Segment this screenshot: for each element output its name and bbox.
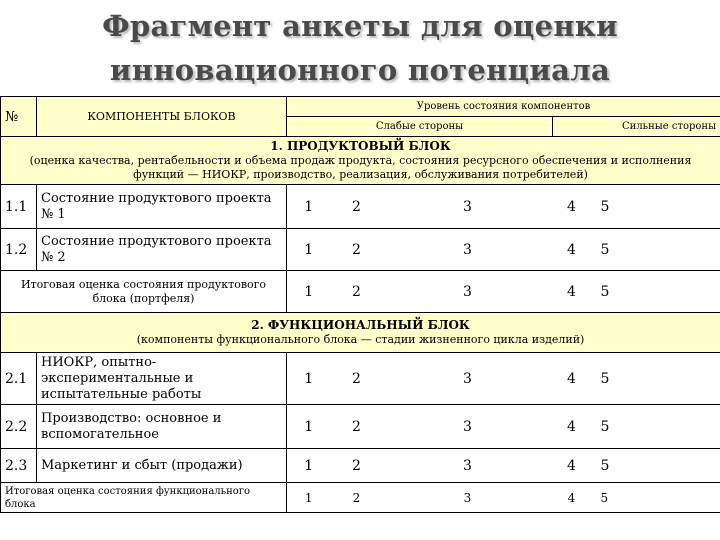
score-5: 5	[591, 449, 720, 483]
score-1: 1	[287, 483, 331, 513]
section-2-title: 2. ФУНКЦИОНАЛЬНЫЙ БЛОК	[251, 318, 470, 332]
section-2-subtitle: (компоненты функционального блока — стадии жизненного цикла изделий)	[136, 333, 585, 346]
score-3: 3	[383, 449, 553, 483]
header-weak: Слабые стороны	[287, 117, 553, 137]
score-4: 4	[553, 353, 591, 405]
score-1: 1	[287, 185, 331, 229]
row-name: Состояние продуктового проекта № 2	[37, 229, 287, 271]
score-4: 4	[553, 483, 591, 513]
header-num: №	[1, 97, 37, 137]
score-1: 1	[287, 271, 331, 313]
score-1: 1	[287, 449, 331, 483]
score-4: 4	[553, 229, 591, 271]
questionnaire-table	[0, 96, 720, 513]
score-2: 2	[331, 449, 383, 483]
score-5: 5	[591, 405, 720, 449]
row-name: Итоговая оценка состояния продуктового блока (портфеля)	[1, 271, 287, 313]
header-row	[1, 97, 720, 117]
title-line-2: инновационного потенциала	[109, 53, 611, 87]
table-row	[1, 405, 720, 449]
score-3: 3	[383, 185, 553, 229]
table-row	[1, 353, 720, 405]
row-num: 1.1	[1, 185, 37, 229]
section-1-title: 1. ПРОДУКТОВЫЙ БЛОК	[270, 139, 451, 153]
row-name: НИОКР, опытно-экспериментальные и испытательные работы	[37, 353, 287, 405]
table-row	[1, 483, 720, 513]
score-2: 2	[331, 483, 383, 513]
score-3: 3	[383, 353, 553, 405]
score-5: 5	[591, 229, 720, 271]
section-1-subtitle: (оценка качества, рентабельности и объема продаж продукта, состояния ресурсного обеспечения и исполнения функций — НИОКР, производство, реализация, обслуживания потребителей)	[29, 154, 692, 181]
score-5: 5	[591, 483, 720, 513]
table-row	[1, 185, 720, 229]
row-num: 2.1	[1, 353, 37, 405]
score-2: 2	[331, 405, 383, 449]
score-4: 4	[553, 271, 591, 313]
section-2-row	[1, 313, 720, 353]
score-4: 4	[553, 185, 591, 229]
score-3: 3	[383, 229, 553, 271]
table-row	[1, 229, 720, 271]
score-2: 2	[331, 271, 383, 313]
section-1-row	[1, 137, 720, 185]
score-1: 1	[287, 405, 331, 449]
slide-title	[0, 4, 720, 92]
score-4: 4	[553, 449, 591, 483]
score-2: 2	[331, 229, 383, 271]
row-name: Маркетинг и сбыт (продажи)	[37, 449, 287, 483]
row-name: Итоговая оценка состояния функционального блока	[1, 483, 287, 513]
score-1: 1	[287, 353, 331, 405]
score-2: 2	[331, 353, 383, 405]
row-name: Производство: основное и вспомогательное	[37, 405, 287, 449]
row-num: 1.2	[1, 229, 37, 271]
header-strong: Сильные стороны	[553, 117, 720, 137]
score-1: 1	[287, 229, 331, 271]
score-5: 5	[591, 185, 720, 229]
score-3: 3	[383, 405, 553, 449]
score-5: 5	[591, 353, 720, 405]
row-num: 2.3	[1, 449, 37, 483]
score-3: 3	[383, 483, 553, 513]
header-level: Уровень состояния компонентов	[287, 97, 720, 117]
table-row	[1, 449, 720, 483]
score-4: 4	[553, 405, 591, 449]
score-2: 2	[331, 185, 383, 229]
table-row	[1, 271, 720, 313]
score-3: 3	[383, 271, 553, 313]
row-num: 2.2	[1, 405, 37, 449]
header-components: КОМПОНЕНТЫ БЛОКОВ	[37, 97, 287, 137]
row-name: Состояние продуктового проекта № 1	[37, 185, 287, 229]
title-line-1: Фрагмент анкеты для оценки	[102, 9, 618, 43]
score-5: 5	[591, 271, 720, 313]
